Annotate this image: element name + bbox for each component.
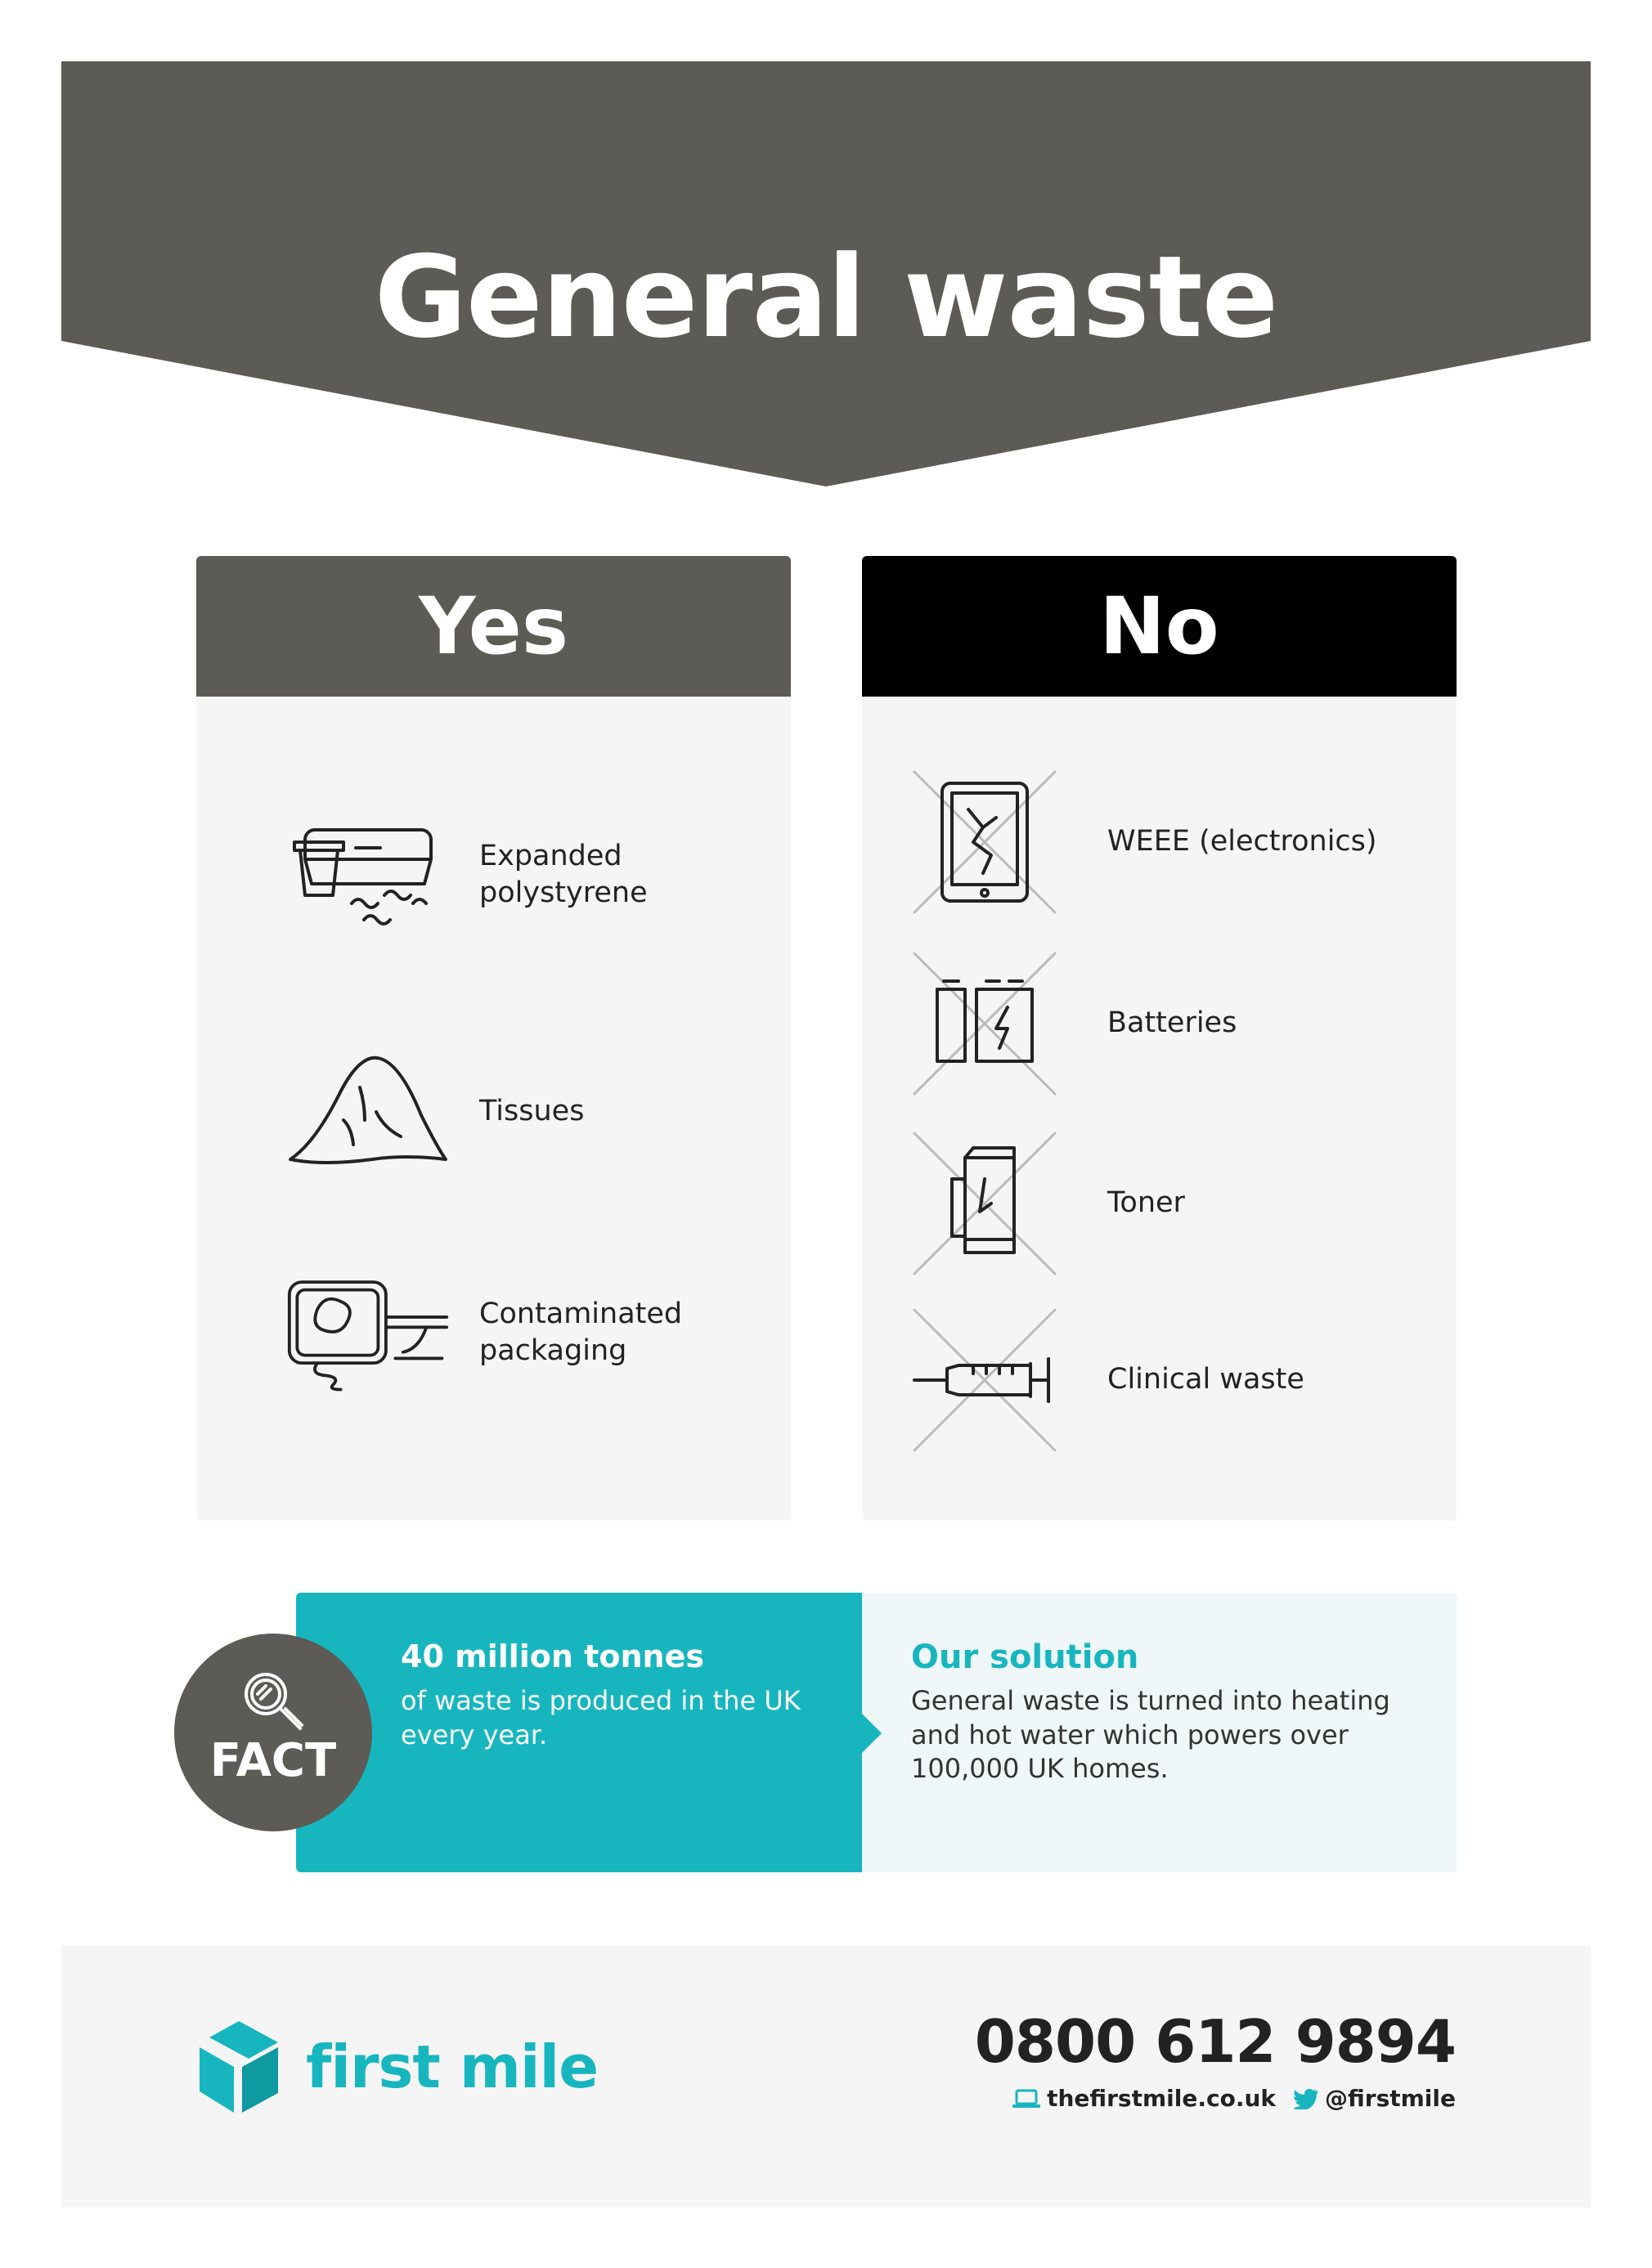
solution-title: Our solution [911,1638,1139,1676]
fact-box [296,1593,862,1872]
syringe-icon [903,1307,1066,1454]
fact-badge [174,1634,372,1831]
yes-item-contaminated-packaging [286,1259,682,1406]
header-banner [61,61,1591,486]
yes-item-tissues [286,1038,584,1186]
solution-text: General waste is turned into heating and hot water which powers over 100,000 UK homes. [911,1685,1390,1785]
polystyrene-icon [286,801,450,948]
solution-box [862,1593,1457,1872]
no-panel [862,556,1457,1521]
no-item-label: WEEE (electronics) [1107,825,1377,858]
brand-name: first mile [306,2033,599,2101]
fact-section [296,1593,1457,1872]
magnifier-icon [240,1668,307,1735]
phone-number[interactable]: 0800 612 9894 [974,2007,1456,2076]
contact-links [1012,2085,1456,2112]
electronics-icon [903,769,1066,916]
twitter-link[interactable]: @firstmile [1325,2085,1456,2112]
yes-panel [196,556,791,1521]
yes-item-label: Contaminated packaging [479,1297,683,1367]
yes-item-label: Expanded polystyrene [479,839,648,909]
fact-title: 40 million tonnes [401,1638,704,1674]
no-item-label: Toner [1107,1186,1185,1220]
fact-arrow [860,1712,882,1755]
no-heading: No [862,556,1457,697]
no-item-label: Clinical waste [1107,1363,1304,1396]
cube-logo-icon [196,2019,281,2114]
laptop-icon [1012,2089,1040,2109]
contaminated-packaging-icon [286,1259,450,1406]
no-item-label: Batteries [1107,1006,1237,1040]
tissues-icon [286,1038,450,1186]
yes-item-polystyrene [286,801,648,948]
fact-text: of waste is produced in the UK every year. [401,1685,801,1750]
page-title: General waste [374,231,1278,363]
no-item-batteries [903,950,1237,1097]
footer [61,1946,1591,2207]
batteries-icon [903,950,1066,1097]
brand-logo [196,2019,598,2114]
toner-icon [903,1130,1066,1277]
no-item-clinical-waste [903,1307,1304,1454]
no-item-toner [903,1130,1185,1277]
yes-item-label: Tissues [479,1095,585,1128]
website-link[interactable]: thefirstmile.co.uk [1047,2085,1277,2112]
fact-badge-label: FACT [209,1734,337,1787]
yes-heading: Yes [196,556,791,697]
no-item-weee [903,769,1377,916]
twitter-icon [1294,2088,1318,2109]
